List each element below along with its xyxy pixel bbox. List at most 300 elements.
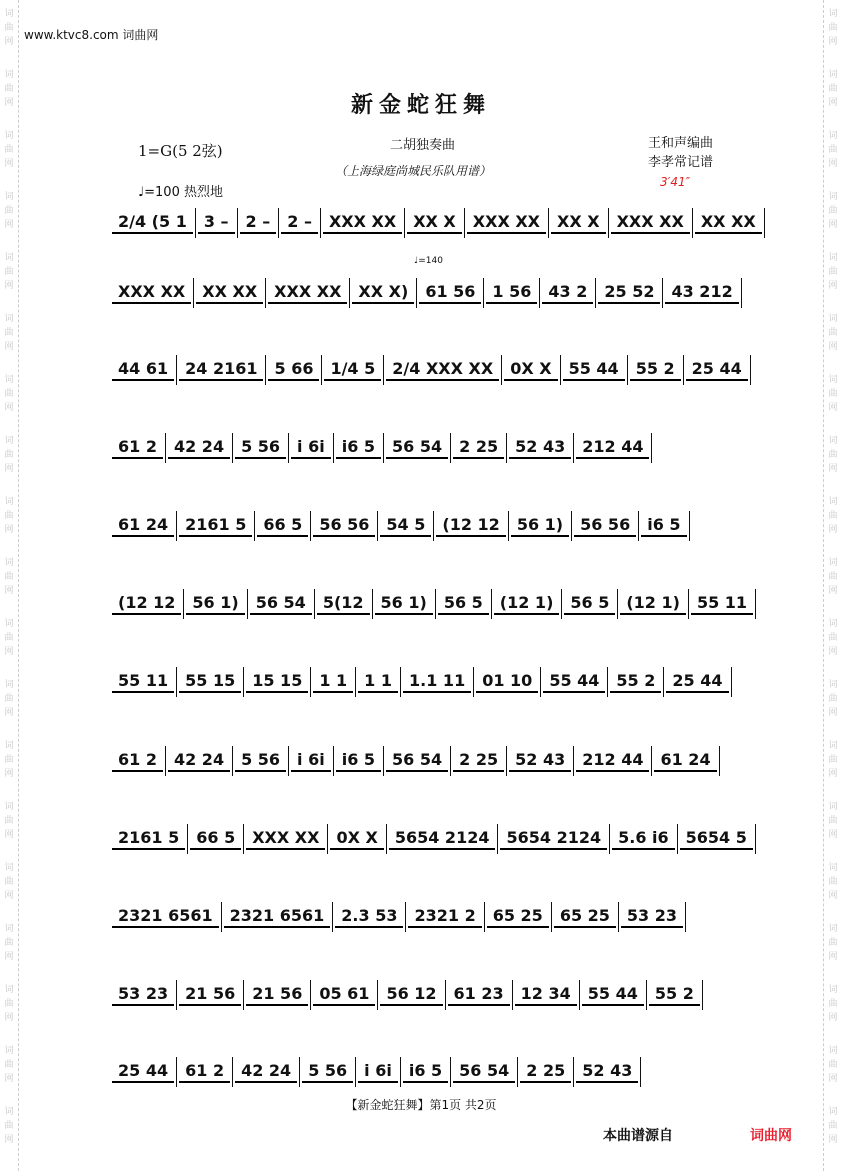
bar-line bbox=[508, 511, 509, 541]
bar-line bbox=[484, 902, 485, 932]
measure: 5654 5 bbox=[680, 828, 753, 850]
measure: XXX XX bbox=[467, 212, 546, 234]
watermark-glyph: 词 bbox=[4, 253, 14, 263]
watermark-glyph: 曲 bbox=[4, 23, 14, 33]
bar-line bbox=[450, 746, 451, 776]
bar-line bbox=[627, 355, 628, 385]
credits bbox=[648, 134, 713, 172]
measure: 43 212 bbox=[665, 282, 738, 304]
bar-line bbox=[237, 208, 238, 238]
measure: 0X X bbox=[504, 359, 557, 381]
score-row bbox=[112, 741, 742, 781]
watermark-glyph: 网 bbox=[828, 1013, 838, 1023]
bar-line bbox=[512, 980, 513, 1010]
measure: XX XX bbox=[196, 282, 263, 304]
bar-line bbox=[310, 980, 311, 1010]
measure: (12 1) bbox=[494, 593, 560, 615]
watermark-glyph: 网 bbox=[4, 342, 14, 352]
measure: (12 1) bbox=[620, 593, 686, 615]
bar-line bbox=[491, 589, 492, 619]
measure: 2321 6561 bbox=[224, 906, 331, 928]
watermark-glyph: 网 bbox=[4, 220, 14, 230]
bar-line bbox=[506, 433, 507, 463]
bar-line bbox=[176, 980, 177, 1010]
measure: 56 1) bbox=[375, 593, 433, 615]
watermark-column-left bbox=[0, 0, 19, 1171]
watermark-glyph: 曲 bbox=[828, 450, 838, 460]
watermark-glyph: 曲 bbox=[4, 938, 14, 948]
watermark-glyph: 曲 bbox=[828, 1121, 838, 1131]
watermark-glyph: 词 bbox=[4, 741, 14, 751]
measure: 5 56 bbox=[235, 750, 286, 772]
score-row bbox=[112, 273, 742, 313]
bar-line bbox=[539, 278, 540, 308]
watermark-glyph: 网 bbox=[828, 952, 838, 962]
watermark-glyph: 曲 bbox=[4, 389, 14, 399]
bar-line bbox=[540, 667, 541, 697]
watermark-glyph: 曲 bbox=[4, 999, 14, 1009]
measure: 56 54 bbox=[386, 750, 448, 772]
bar-line bbox=[702, 980, 703, 1010]
bar-line bbox=[464, 208, 465, 238]
bar-line bbox=[651, 433, 652, 463]
measure: 56 54 bbox=[250, 593, 312, 615]
measure: 2 25 bbox=[453, 437, 504, 459]
measure: i6 5 bbox=[403, 1061, 448, 1083]
bar-line bbox=[377, 980, 378, 1010]
score-row bbox=[112, 350, 742, 390]
measure: 61 2 bbox=[112, 750, 163, 772]
measure: 44 61 bbox=[112, 359, 174, 381]
bar-line bbox=[232, 1057, 233, 1087]
measure: 43 2 bbox=[542, 282, 593, 304]
bar-line bbox=[689, 511, 690, 541]
watermark-glyph: 曲 bbox=[828, 145, 838, 155]
duration: 3′41″ bbox=[660, 175, 691, 189]
bar-line bbox=[573, 433, 574, 463]
watermark-glyph: 曲 bbox=[4, 206, 14, 216]
measure: 65 25 bbox=[487, 906, 549, 928]
measure: 0X X bbox=[330, 828, 383, 850]
measure: 55 2 bbox=[610, 671, 661, 693]
measure: 1 56 bbox=[486, 282, 537, 304]
watermark-glyph: 词 bbox=[828, 741, 838, 751]
source-brand[interactable]: 词曲网 bbox=[750, 1128, 792, 1144]
measure: XXX XX bbox=[323, 212, 402, 234]
bar-line bbox=[450, 1057, 451, 1087]
measure: 61 23 bbox=[448, 984, 510, 1006]
watermark-glyph: 网 bbox=[4, 464, 14, 474]
bar-line bbox=[288, 433, 289, 463]
measure: XXX XX bbox=[112, 282, 191, 304]
measure: 55 11 bbox=[691, 593, 753, 615]
watermark-glyph: 词 bbox=[828, 436, 838, 446]
bar-line bbox=[573, 1057, 574, 1087]
watermark-glyph: 网 bbox=[828, 1074, 838, 1084]
measure: 56 56 bbox=[574, 515, 636, 537]
watermark-glyph: 词 bbox=[4, 1107, 14, 1117]
watermark-glyph: 曲 bbox=[828, 572, 838, 582]
watermark-glyph: 词 bbox=[828, 497, 838, 507]
measure: 56 5 bbox=[564, 593, 615, 615]
bar-line bbox=[473, 667, 474, 697]
measure: 56 12 bbox=[380, 984, 442, 1006]
watermark-glyph: 网 bbox=[4, 281, 14, 291]
bar-line bbox=[662, 278, 663, 308]
bar-line bbox=[450, 433, 451, 463]
watermark-glyph: 网 bbox=[828, 1135, 838, 1145]
measure: 3 – bbox=[198, 212, 235, 234]
bar-line bbox=[232, 433, 233, 463]
bar-line bbox=[221, 902, 222, 932]
bar-line bbox=[651, 746, 652, 776]
measure: 24 2161 bbox=[179, 359, 263, 381]
bar-line bbox=[548, 208, 549, 238]
measure: 61 2 bbox=[179, 1061, 230, 1083]
watermark-glyph: 曲 bbox=[4, 511, 14, 521]
measure: 15 15 bbox=[246, 671, 308, 693]
score-row bbox=[112, 1052, 742, 1092]
measure: XXX XX bbox=[246, 828, 325, 850]
watermark-glyph: 词 bbox=[4, 985, 14, 995]
watermark-glyph: 网 bbox=[4, 586, 14, 596]
measure: 52 43 bbox=[509, 437, 571, 459]
bar-line bbox=[165, 746, 166, 776]
measure: 42 24 bbox=[168, 437, 230, 459]
measure: 55 2 bbox=[649, 984, 700, 1006]
measure: 61 56 bbox=[419, 282, 481, 304]
measure: i6 5 bbox=[336, 437, 381, 459]
bar-line bbox=[314, 589, 315, 619]
watermark-glyph: 曲 bbox=[828, 206, 838, 216]
bar-line bbox=[247, 589, 248, 619]
watermark-glyph: 网 bbox=[828, 769, 838, 779]
measure: i6 5 bbox=[641, 515, 686, 537]
measure: 2/4 (5 1 bbox=[112, 212, 193, 234]
watermark-glyph: 曲 bbox=[4, 84, 14, 94]
bar-line bbox=[299, 1057, 300, 1087]
bar-line bbox=[506, 746, 507, 776]
bar-line bbox=[327, 824, 328, 854]
bar-line bbox=[355, 667, 356, 697]
watermark-glyph: 词 bbox=[828, 9, 838, 19]
watermark-glyph: 网 bbox=[828, 586, 838, 596]
measure: 52 43 bbox=[509, 750, 571, 772]
watermark-glyph: 网 bbox=[4, 98, 14, 108]
bar-line bbox=[608, 208, 609, 238]
watermark-glyph: 词 bbox=[828, 192, 838, 202]
measure: 56 1) bbox=[186, 593, 244, 615]
bar-line bbox=[435, 589, 436, 619]
bar-line bbox=[383, 355, 384, 385]
measure: 2 – bbox=[281, 212, 318, 234]
watermark-glyph: 词 bbox=[828, 619, 838, 629]
measure: 2 – bbox=[240, 212, 277, 234]
bar-line bbox=[176, 667, 177, 697]
score-row bbox=[112, 897, 742, 937]
measure: 2321 2 bbox=[408, 906, 481, 928]
measure: 56 56 bbox=[313, 515, 375, 537]
bar-line bbox=[377, 511, 378, 541]
watermark-glyph: 词 bbox=[4, 314, 14, 324]
watermark-glyph: 网 bbox=[4, 1013, 14, 1023]
watermark-glyph: 曲 bbox=[828, 999, 838, 1009]
watermark-glyph: 曲 bbox=[828, 816, 838, 826]
watermark-glyph: 曲 bbox=[4, 1121, 14, 1131]
score-row bbox=[112, 975, 742, 1015]
watermark-glyph: 网 bbox=[828, 98, 838, 108]
measure: 55 2 bbox=[630, 359, 681, 381]
measure: 55 15 bbox=[179, 671, 241, 693]
watermark-glyph: 曲 bbox=[4, 1060, 14, 1070]
watermark-glyph: 网 bbox=[4, 952, 14, 962]
watermark-glyph: 词 bbox=[4, 375, 14, 385]
bar-line bbox=[383, 433, 384, 463]
measure: 42 24 bbox=[235, 1061, 297, 1083]
measure: 212 44 bbox=[576, 437, 649, 459]
measure: 21 56 bbox=[179, 984, 241, 1006]
watermark-glyph: 网 bbox=[828, 342, 838, 352]
score-row bbox=[112, 819, 747, 859]
bar-line bbox=[609, 824, 610, 854]
bar-line bbox=[310, 667, 311, 697]
bar-line bbox=[755, 589, 756, 619]
watermark-glyph: 词 bbox=[828, 680, 838, 690]
measure: 5.6 i6 bbox=[612, 828, 675, 850]
bar-line bbox=[187, 824, 188, 854]
bar-line bbox=[573, 746, 574, 776]
watermark-glyph: 词 bbox=[828, 375, 838, 385]
watermark-glyph: 曲 bbox=[828, 633, 838, 643]
bar-line bbox=[321, 355, 322, 385]
measure: i 6i bbox=[291, 437, 331, 459]
bar-line bbox=[638, 511, 639, 541]
bar-line bbox=[607, 667, 608, 697]
score-row bbox=[112, 506, 742, 546]
bar-line bbox=[404, 208, 405, 238]
measure: XX X bbox=[551, 212, 606, 234]
measure: 56 54 bbox=[453, 1061, 515, 1083]
watermark-glyph: 网 bbox=[828, 220, 838, 230]
measure: 05 61 bbox=[313, 984, 375, 1006]
watermark-glyph: 曲 bbox=[4, 877, 14, 887]
watermark-glyph: 词 bbox=[828, 802, 838, 812]
measure: (12 12 bbox=[112, 593, 181, 615]
watermark-glyph: 词 bbox=[828, 314, 838, 324]
watermark-glyph: 词 bbox=[828, 1107, 838, 1117]
score-title: 新金蛇狂舞 bbox=[350, 92, 491, 118]
measure: 1 1 bbox=[313, 671, 353, 693]
watermark-glyph: 曲 bbox=[828, 938, 838, 948]
measure: 25 44 bbox=[112, 1061, 174, 1083]
bar-line bbox=[685, 902, 686, 932]
watermark-glyph: 网 bbox=[828, 891, 838, 901]
watermark-glyph: 词 bbox=[828, 70, 838, 80]
watermark-glyph: 曲 bbox=[4, 633, 14, 643]
measure: XXX XX bbox=[611, 212, 690, 234]
bar-line bbox=[764, 208, 765, 238]
watermark-glyph: 网 bbox=[4, 37, 14, 47]
measure: 12 34 bbox=[515, 984, 577, 1006]
measure: 65 25 bbox=[554, 906, 616, 928]
bar-line bbox=[195, 208, 196, 238]
bar-line bbox=[349, 278, 350, 308]
watermark-glyph: 词 bbox=[4, 131, 14, 141]
measure: XX XX bbox=[695, 212, 762, 234]
watermark-glyph: 网 bbox=[828, 830, 838, 840]
bar-line bbox=[688, 589, 689, 619]
score-row bbox=[112, 428, 742, 468]
watermark-glyph: 曲 bbox=[828, 389, 838, 399]
bar-line bbox=[310, 511, 311, 541]
measure: 2 25 bbox=[520, 1061, 571, 1083]
score-row bbox=[112, 584, 748, 624]
watermark-glyph: 曲 bbox=[828, 694, 838, 704]
watermark-glyph: 词 bbox=[828, 558, 838, 568]
bar-line bbox=[719, 746, 720, 776]
watermark-glyph: 词 bbox=[4, 70, 14, 80]
bar-line bbox=[483, 278, 484, 308]
measure: 61 2 bbox=[112, 437, 163, 459]
measure: 01 10 bbox=[476, 671, 538, 693]
tempo-marking: ♩=100 热烈地 bbox=[138, 185, 223, 200]
bar-line bbox=[416, 278, 417, 308]
measure: 2161 5 bbox=[179, 515, 252, 537]
measure: 2321 6561 bbox=[112, 906, 219, 928]
watermark-glyph: 曲 bbox=[4, 816, 14, 826]
bar-line bbox=[355, 1057, 356, 1087]
bar-line bbox=[254, 511, 255, 541]
bar-line bbox=[595, 278, 596, 308]
bar-line bbox=[571, 511, 572, 541]
bar-line bbox=[183, 589, 184, 619]
watermark-glyph: 词 bbox=[4, 9, 14, 19]
measure: 61 24 bbox=[654, 750, 716, 772]
bar-line bbox=[561, 589, 562, 619]
watermark-glyph: 词 bbox=[4, 619, 14, 629]
watermark-glyph: 网 bbox=[828, 525, 838, 535]
measure: 1/4 5 bbox=[324, 359, 381, 381]
watermark-glyph: 网 bbox=[828, 37, 838, 47]
bar-line bbox=[265, 278, 266, 308]
bar-line bbox=[663, 667, 664, 697]
measure: 5(12 bbox=[317, 593, 370, 615]
measure: 53 23 bbox=[112, 984, 174, 1006]
measure: 56 54 bbox=[386, 437, 448, 459]
measure: 2.3 53 bbox=[335, 906, 403, 928]
bar-line bbox=[232, 746, 233, 776]
watermark-glyph: 曲 bbox=[4, 145, 14, 155]
bar-line bbox=[400, 667, 401, 697]
site-label[interactable]: www.ktvc8.com 词曲网 bbox=[24, 28, 159, 42]
measure: XX X bbox=[407, 212, 462, 234]
watermark-glyph: 网 bbox=[4, 647, 14, 657]
watermark-glyph: 词 bbox=[4, 680, 14, 690]
bar-line bbox=[731, 667, 732, 697]
bar-line bbox=[405, 902, 406, 932]
measure: 212 44 bbox=[576, 750, 649, 772]
measure: 54 5 bbox=[380, 515, 431, 537]
bar-line bbox=[579, 980, 580, 1010]
watermark-glyph: 词 bbox=[4, 1046, 14, 1056]
measure: 2/4 XXX XX bbox=[386, 359, 499, 381]
score-row bbox=[112, 203, 756, 243]
bar-line bbox=[501, 355, 502, 385]
measure: 5 66 bbox=[268, 359, 319, 381]
measure: 21 56 bbox=[246, 984, 308, 1006]
watermark-glyph: 曲 bbox=[828, 23, 838, 33]
measure: 1 1 bbox=[358, 671, 398, 693]
watermark-glyph: 网 bbox=[4, 769, 14, 779]
bar-line bbox=[243, 980, 244, 1010]
watermark-glyph: 曲 bbox=[4, 450, 14, 460]
watermark-glyph: 曲 bbox=[828, 1060, 838, 1070]
watermark-glyph: 网 bbox=[4, 159, 14, 169]
bar-line bbox=[445, 980, 446, 1010]
measure: i 6i bbox=[358, 1061, 398, 1083]
watermark-glyph: 曲 bbox=[828, 328, 838, 338]
watermark-glyph: 词 bbox=[4, 497, 14, 507]
watermark-glyph: 词 bbox=[4, 924, 14, 934]
bar-line bbox=[755, 824, 756, 854]
bar-line bbox=[677, 824, 678, 854]
watermark-glyph: 词 bbox=[4, 436, 14, 446]
measure: 56 5 bbox=[438, 593, 489, 615]
bar-line bbox=[165, 433, 166, 463]
watermark-glyph: 曲 bbox=[4, 267, 14, 277]
watermark-glyph: 词 bbox=[4, 802, 14, 812]
watermark-glyph: 词 bbox=[4, 192, 14, 202]
measure: (12 12 bbox=[436, 515, 505, 537]
watermark-glyph: 词 bbox=[828, 253, 838, 263]
bar-line bbox=[288, 746, 289, 776]
watermark-glyph: 网 bbox=[4, 403, 14, 413]
bar-line bbox=[332, 902, 333, 932]
tempo-change: ♩=140 bbox=[414, 256, 443, 266]
bar-line bbox=[333, 433, 334, 463]
watermark-glyph: 曲 bbox=[828, 877, 838, 887]
watermark-glyph: 词 bbox=[828, 863, 838, 873]
measure: XXX XX bbox=[268, 282, 347, 304]
bar-line bbox=[386, 824, 387, 854]
bar-line bbox=[400, 1057, 401, 1087]
bar-line bbox=[243, 667, 244, 697]
subtitle: 二胡独奏曲 bbox=[390, 138, 456, 153]
bar-line bbox=[617, 589, 618, 619]
watermark-glyph: 网 bbox=[828, 403, 838, 413]
measure: 66 5 bbox=[257, 515, 308, 537]
watermark-glyph: 网 bbox=[828, 281, 838, 291]
watermark-glyph: 曲 bbox=[828, 84, 838, 94]
bar-line bbox=[383, 746, 384, 776]
source-label: 本曲谱源自 bbox=[603, 1128, 673, 1144]
score-row bbox=[112, 662, 742, 702]
measure: 25 44 bbox=[666, 671, 728, 693]
measure: 42 24 bbox=[168, 750, 230, 772]
watermark-glyph: 词 bbox=[828, 131, 838, 141]
bar-line bbox=[618, 902, 619, 932]
measure: 66 5 bbox=[190, 828, 241, 850]
bar-line bbox=[243, 824, 244, 854]
watermark-glyph: 网 bbox=[828, 647, 838, 657]
watermark-glyph: 词 bbox=[4, 558, 14, 568]
bar-line bbox=[517, 1057, 518, 1087]
watermark-glyph: 网 bbox=[4, 525, 14, 535]
measure: 5654 2124 bbox=[389, 828, 496, 850]
bar-line bbox=[646, 980, 647, 1010]
measure: 55 44 bbox=[543, 671, 605, 693]
watermark-glyph: 曲 bbox=[4, 694, 14, 704]
